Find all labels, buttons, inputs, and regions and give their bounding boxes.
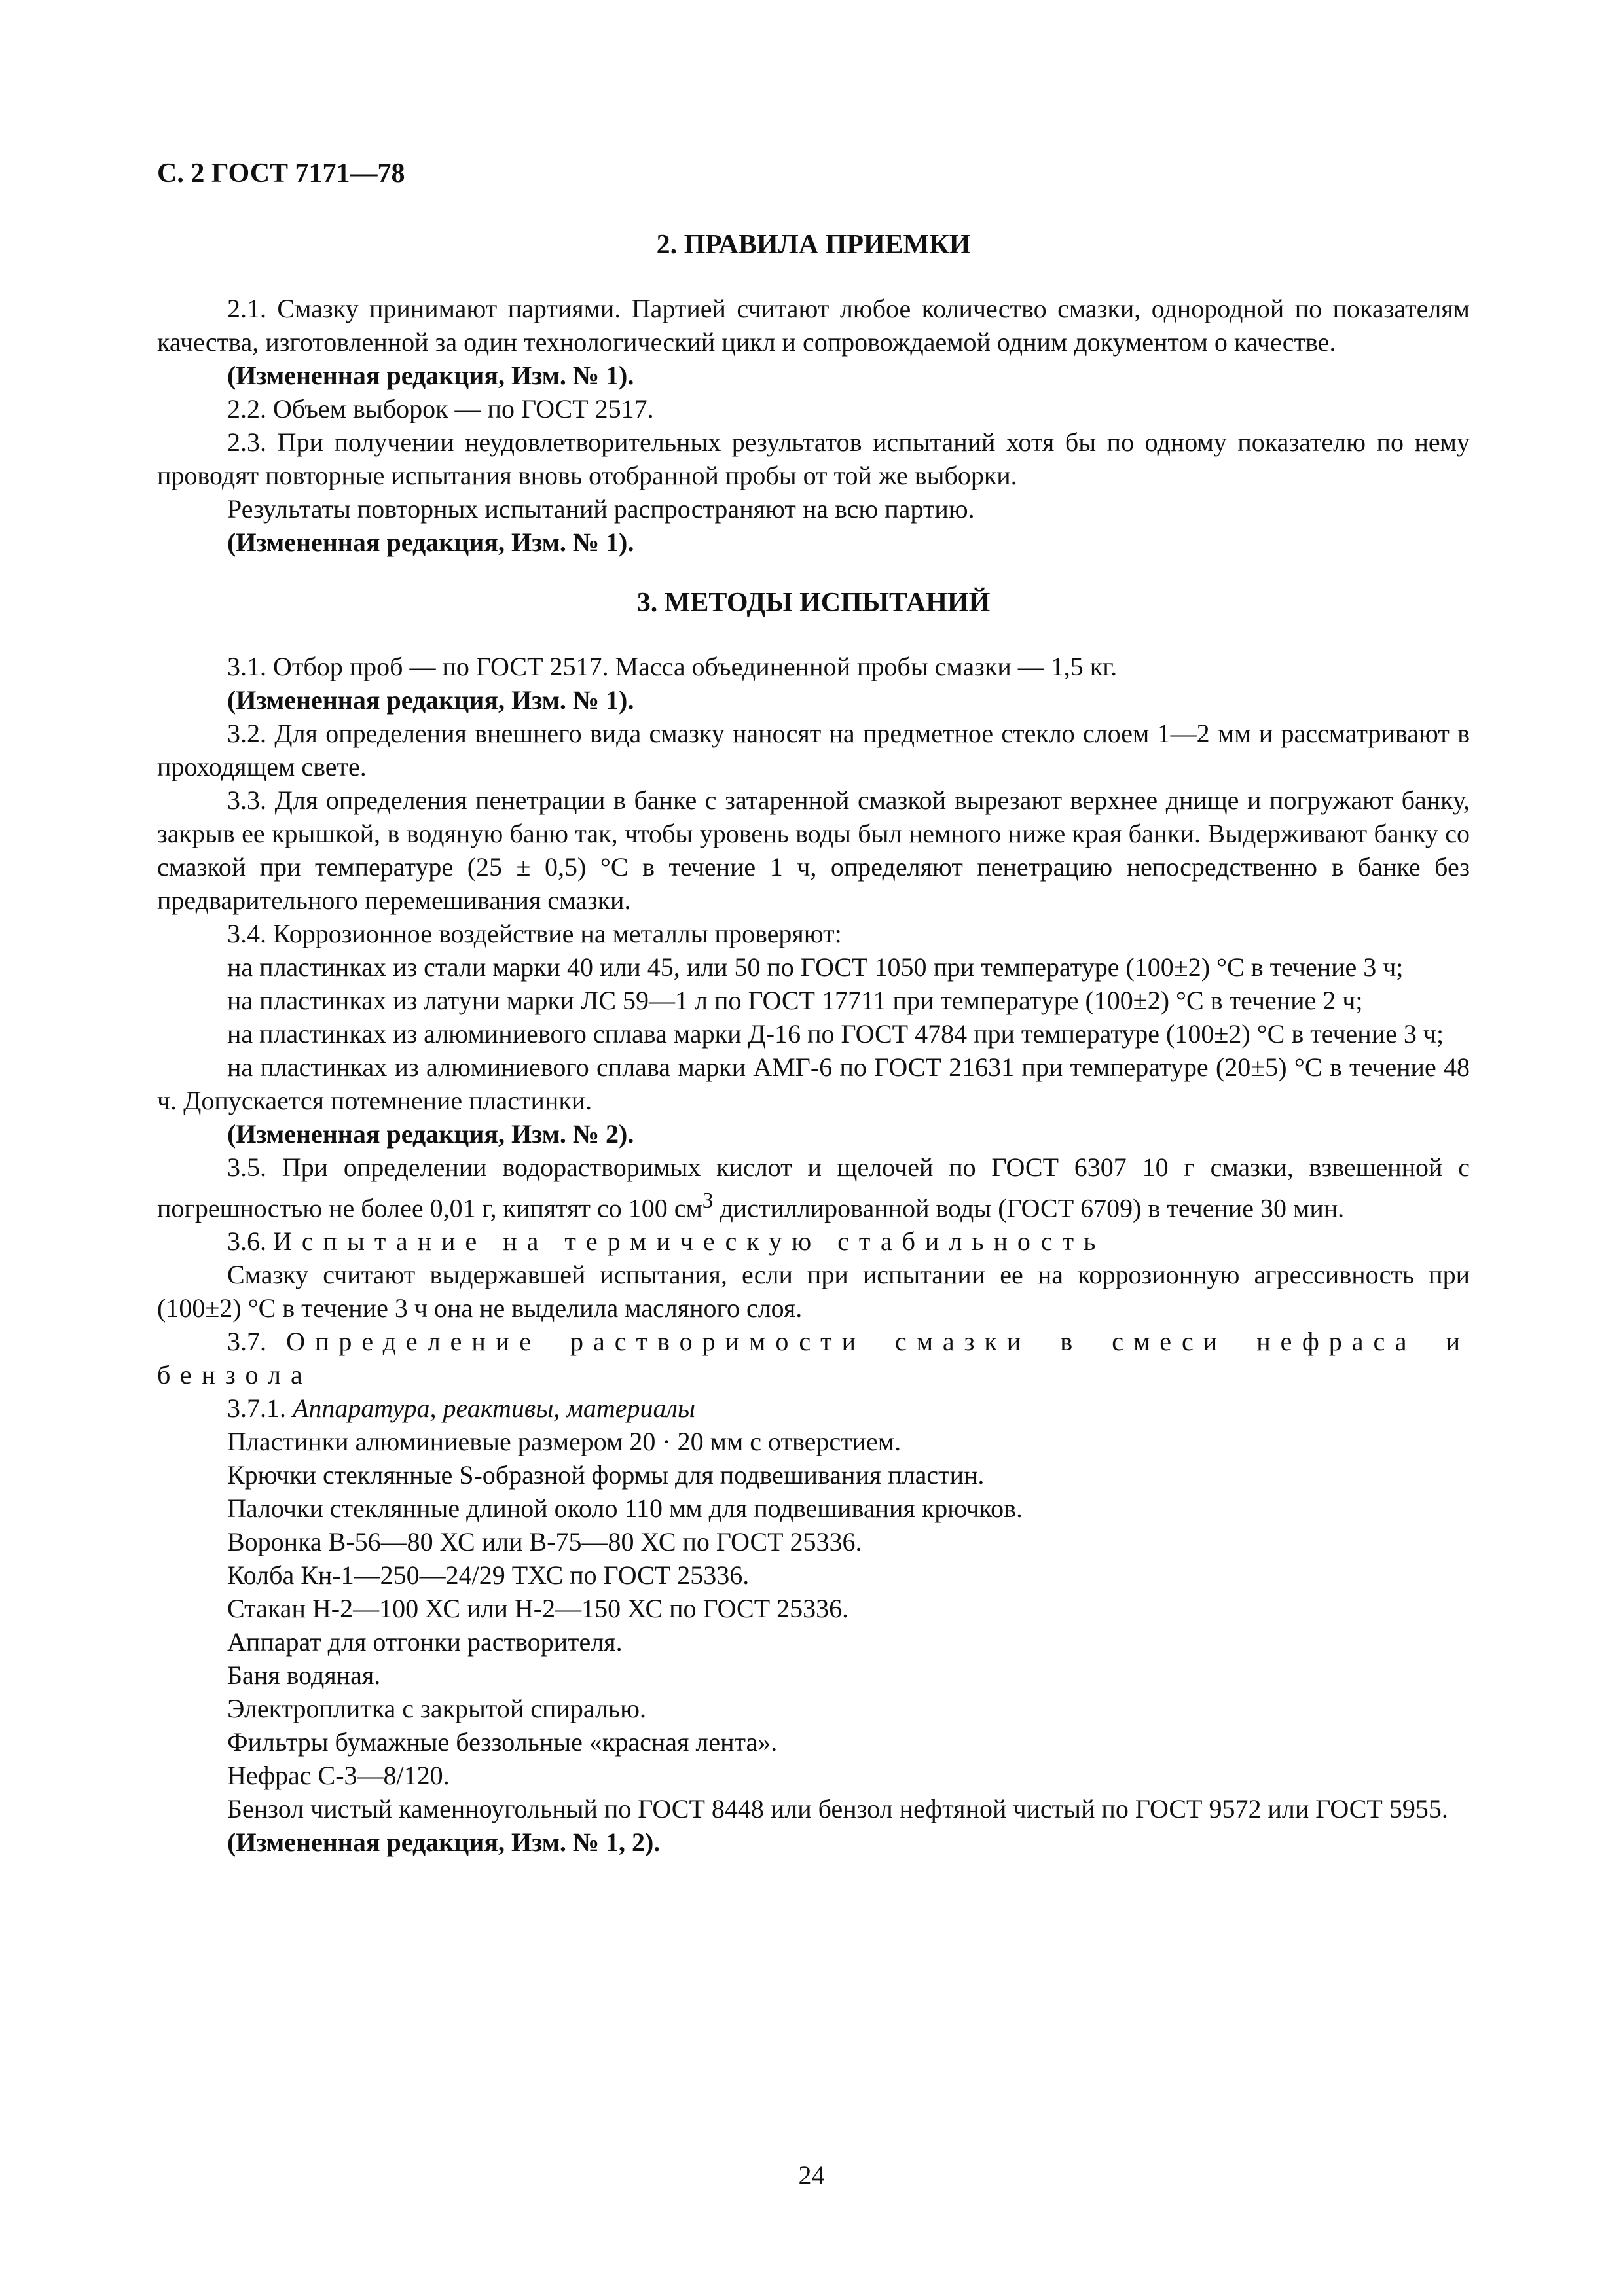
paragraph-3-7-1-title: Аппаратура, реактивы, материалы [293, 1393, 695, 1424]
revision-note: (Измененная редакция, Изм. № 1). [227, 685, 634, 715]
paragraph-3-7-1-number: 3.7.1. [227, 1393, 293, 1424]
paragraph-2-3-b: Результаты повторных испытаний распространяют на всю партию. [227, 494, 975, 524]
paragraph-3-4-steel: на пластинках из стали марки 40 или 45, или 50 по ГОСТ 1050 при температуре (100±2) °С в течение 3 ч; [227, 952, 1404, 982]
paragraph-3-6-number: 3.6. [227, 1227, 273, 1257]
paragraph-3-6-heading [157, 1225, 1470, 1258]
paragraph-3-6-text: Смазку считают выдержавшей испытания, если при испытании ее на коррозионную агрессивность при (100±2) °С в течение 3 ч она не выделила масляного слоя. [157, 1260, 1470, 1323]
revision-note: (Измененная редакция, Изм. № 1). [227, 361, 634, 390]
paragraph-3-7-number: 3.7. [227, 1327, 287, 1357]
list-item: Электроплитка с закрытой спиралью. [227, 1694, 647, 1724]
list-item: Стакан Н-2—100 ХС или Н-2—150 ХС по ГОСТ 25336. [227, 1594, 849, 1624]
list-item: Нефрас С-3—8/120. [227, 1761, 450, 1791]
list-item: Бензол чистый каменноугольный по ГОСТ 8448 или бензол нефтяной чистый по ГОСТ 9572 или ГОСТ 5955. [227, 1794, 1448, 1824]
paragraph-3-7-heading [157, 1325, 1470, 1391]
paragraph-3-3: 3.3. Для определения пенетрации в банке с затаренной смазкой вырезают верхнее днище и погружают банку, закрыв ее крышкой, в водяную баню так, чтобы уровень воды был немного ниже края банки. Выдерживают банку со смазкой при температуре (25 ± 0,5) °С в течение 1 ч, определяют пенетрацию непосредственно в банке без предварительного перемешивания смазки. [157, 785, 1470, 915]
revision-note: (Измененная редакция, Изм. № 2). [227, 1119, 634, 1149]
page-header: С. 2 ГОСТ 7171—78 [157, 158, 405, 188]
document-page [157, 157, 1470, 1859]
paragraph-3-5-text-a: 3.5. При определении водорастворимых кислот и щелочей по ГОСТ 6307 10 г смазки, взвешенной с погрешностью не более 0,01 г, кипятят со 100 см [157, 1153, 1470, 1223]
paragraph-3-2: 3.2. Для определения внешнего вида смазку наносят на предметное стекло слоем 1—2 мм и рассматривают в проходящем свете. [157, 719, 1470, 781]
paragraph-3-4-brass: на пластинках из латуни марки ЛС 59—1 л по ГОСТ 17711 при температуре (100±2) °С в течение 2 ч; [227, 986, 1363, 1015]
list-item: Фильтры бумажные беззольные «красная лента». [227, 1727, 778, 1757]
paragraph-3-7-title: Определение растворимости смазки в смеси нефраса и бензола [157, 1327, 1470, 1390]
paragraph-3-6-title: Испытание на термическую стабильность [273, 1227, 1106, 1257]
list-item: Палочки стеклянные длиной около 110 мм для подвешивания крючков. [227, 1494, 1023, 1524]
paragraph-3-5 [157, 1151, 1470, 1225]
section-3-title: 3. МЕТОДЫ ИСПЫТАНИЙ [636, 588, 991, 618]
revision-note: (Измененная редакция, Изм. № 1). [227, 528, 634, 557]
paragraph-3-5-text-b: дистиллированной воды (ГОСТ 6709) в течение 30 мин. [713, 1193, 1345, 1223]
list-item: Баня водяная. [227, 1660, 381, 1691]
paragraph-3-4-d16: на пластинках из алюминиевого сплава марки Д-16 по ГОСТ 4784 при температуре (100±2) °С в течение 3 ч; [227, 1019, 1444, 1049]
paragraph-3-4: 3.4. Коррозионное воздействие на металлы проверяют: [227, 919, 842, 948]
paragraph-3-7-1-heading [157, 1391, 1470, 1425]
paragraph-3-1: 3.1. Отбор проб — по ГОСТ 2517. Масса объединенной пробы смазки — 1,5 кг. [227, 652, 1118, 681]
list-item: Воронка В-56—80 ХС или В-75—80 ХС по ГОСТ 25336. [227, 1527, 862, 1557]
revision-note: (Измененная редакция, Изм. № 1, 2). [227, 1827, 661, 1857]
superscript: 3 [702, 1189, 714, 1213]
list-item: Колба Кн-1—250—24/29 ТХС по ГОСТ 25336. [227, 1560, 750, 1590]
paragraph-2-1: 2.1. Смазку принимают партиями. Партией считают любое количество смазки, однородной по показателям качества, изготовленной за один технологический цикл и сопровождаемой одним документом о качестве. [157, 294, 1470, 357]
paragraph-3-4-amg6: на пластинках из алюминиевого сплава марки АМГ-6 по ГОСТ 21631 при температуре (20±5) °С в течение 48 ч. Допускается потемнение пластинки. [157, 1052, 1470, 1115]
list-item: Аппарат для отгонки растворителя. [227, 1627, 623, 1657]
section-2-title: 2. ПРАВИЛА ПРИЕМКИ [656, 230, 971, 260]
list-item: Пластинки алюминиевые размером 20 · 20 мм с отверстием. [227, 1427, 902, 1457]
paragraph-2-2: 2.2. Объем выборок — по ГОСТ 2517. [227, 394, 654, 423]
paragraph-2-3: 2.3. При получении неудовлетворительных результатов испытаний хотя бы по одному показателю по нему проводят повторные испытания вновь отобранной пробы от той же выборки. [157, 427, 1470, 490]
page-number: 24 [798, 2161, 825, 2190]
list-item: Крючки стеклянные S-образной формы для подвешивания пластин. [227, 1460, 985, 1490]
